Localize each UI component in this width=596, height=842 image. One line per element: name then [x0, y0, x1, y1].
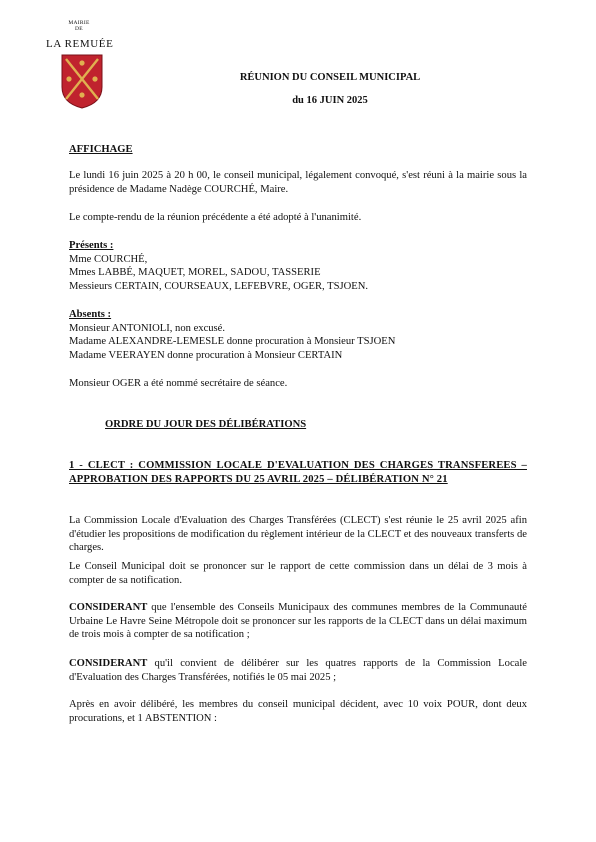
absents-label: Absents : [69, 309, 112, 320]
item1-heading: 1 - CLECT : COMMISSION LOCALE D'EVALUATION DES CHARGES TRANSFEREES – APPROBATION DES RAPPORTS DU 25 AVRIL 2025 – DÉLIBÉRATION N° 21 [69, 460, 527, 485]
meeting-date: du 16 JUIN 2025 [292, 95, 368, 106]
minutes-adopted: Le compte-rendu de la réunion précédente a été adopté à l'unanimité. [69, 212, 362, 223]
item1-paragraph-1: La Commission Locale d'Evaluation des Charges Transférées (CLECT) s'est réunie le 25 avril 2025 afin d'étudier les propositions de modification du règlement intérieur de la CLECT et des nouveaux transferts de charges. [69, 515, 527, 553]
commune-name: LA REMUÉE [46, 38, 114, 50]
mairie-line2: DE [75, 26, 83, 32]
presents-section [69, 239, 527, 293]
item1-paragraph-2: Le Conseil Municipal doit se prononcer sur le rapport de cette commission dans un délai de 3 mois à compter de sa notification. [69, 561, 527, 586]
meeting-title: RÉUNION DU CONSEIL MUNICIPAL [239, 72, 421, 83]
affichage-heading: AFFICHAGE [69, 144, 133, 155]
absents-line: Madame VEERAYEN donne procuration à Monsieur CERTAIN [69, 349, 343, 361]
presents-label: Présents : [69, 240, 114, 251]
coat-of-arms-logo [60, 53, 104, 109]
presents-line: Messieurs CERTAIN, COURSEAUX, LEFEBVRE, OGER, TSJOEN. [69, 280, 369, 292]
absents-line: Monsieur ANTONIOLI, non excusé. [69, 322, 226, 334]
absents-section [69, 308, 527, 362]
presents-line: Mme COURCHÉ, [69, 253, 148, 265]
mairie-line1: MAIRIE [68, 20, 90, 26]
intro-paragraph: Le lundi 16 juin 2025 à 20 h 00, le conseil municipal, légalement convoqué, s'est réuni à la mairie sous la présidence de Madame Nadège COURCHÉ, Maire. [69, 170, 527, 195]
secretary-line: Monsieur OGER a été nommé secrétaire de séance. [69, 378, 288, 389]
agenda-heading: ORDRE DU JOUR DES DÉLIBÉRATIONS [105, 419, 307, 430]
presents-line: Mmes LABBÉ, MAQUET, MOREL, SADOU, TASSERIE [69, 267, 321, 278]
absents-line: Madame ALEXANDRE-LEMESLE donne procuration à Monsieur TSJOEN [69, 336, 396, 347]
considerant-1-label: CONSIDERANT [69, 602, 148, 613]
considerant-1 [69, 601, 527, 642]
considerant-2-label: CONSIDERANT [69, 658, 148, 669]
vote-paragraph: Après en avoir délibéré, les membres du conseil municipal décident, avec 10 voix POUR, dont deux procurations, et 1 ABSTENTION : [69, 699, 527, 724]
mairie-label [68, 20, 90, 32]
considerant-1-text: que l'ensemble des Conseils Municipaux des communes membres de la Communauté Urbaine Le Havre Seine Métropole doit se prononcer sur les rapports de la CLECT dans un délai maximum de trois mois à compter de sa notification ; [69, 602, 527, 640]
considerant-2-text: qu'il convient de délibérer sur les quatres rapports de la Commission Locale d'Evaluation des Charges Transférées, notifiés le 05 mai 2025 ; [69, 658, 527, 683]
considerant-2 [69, 657, 527, 684]
